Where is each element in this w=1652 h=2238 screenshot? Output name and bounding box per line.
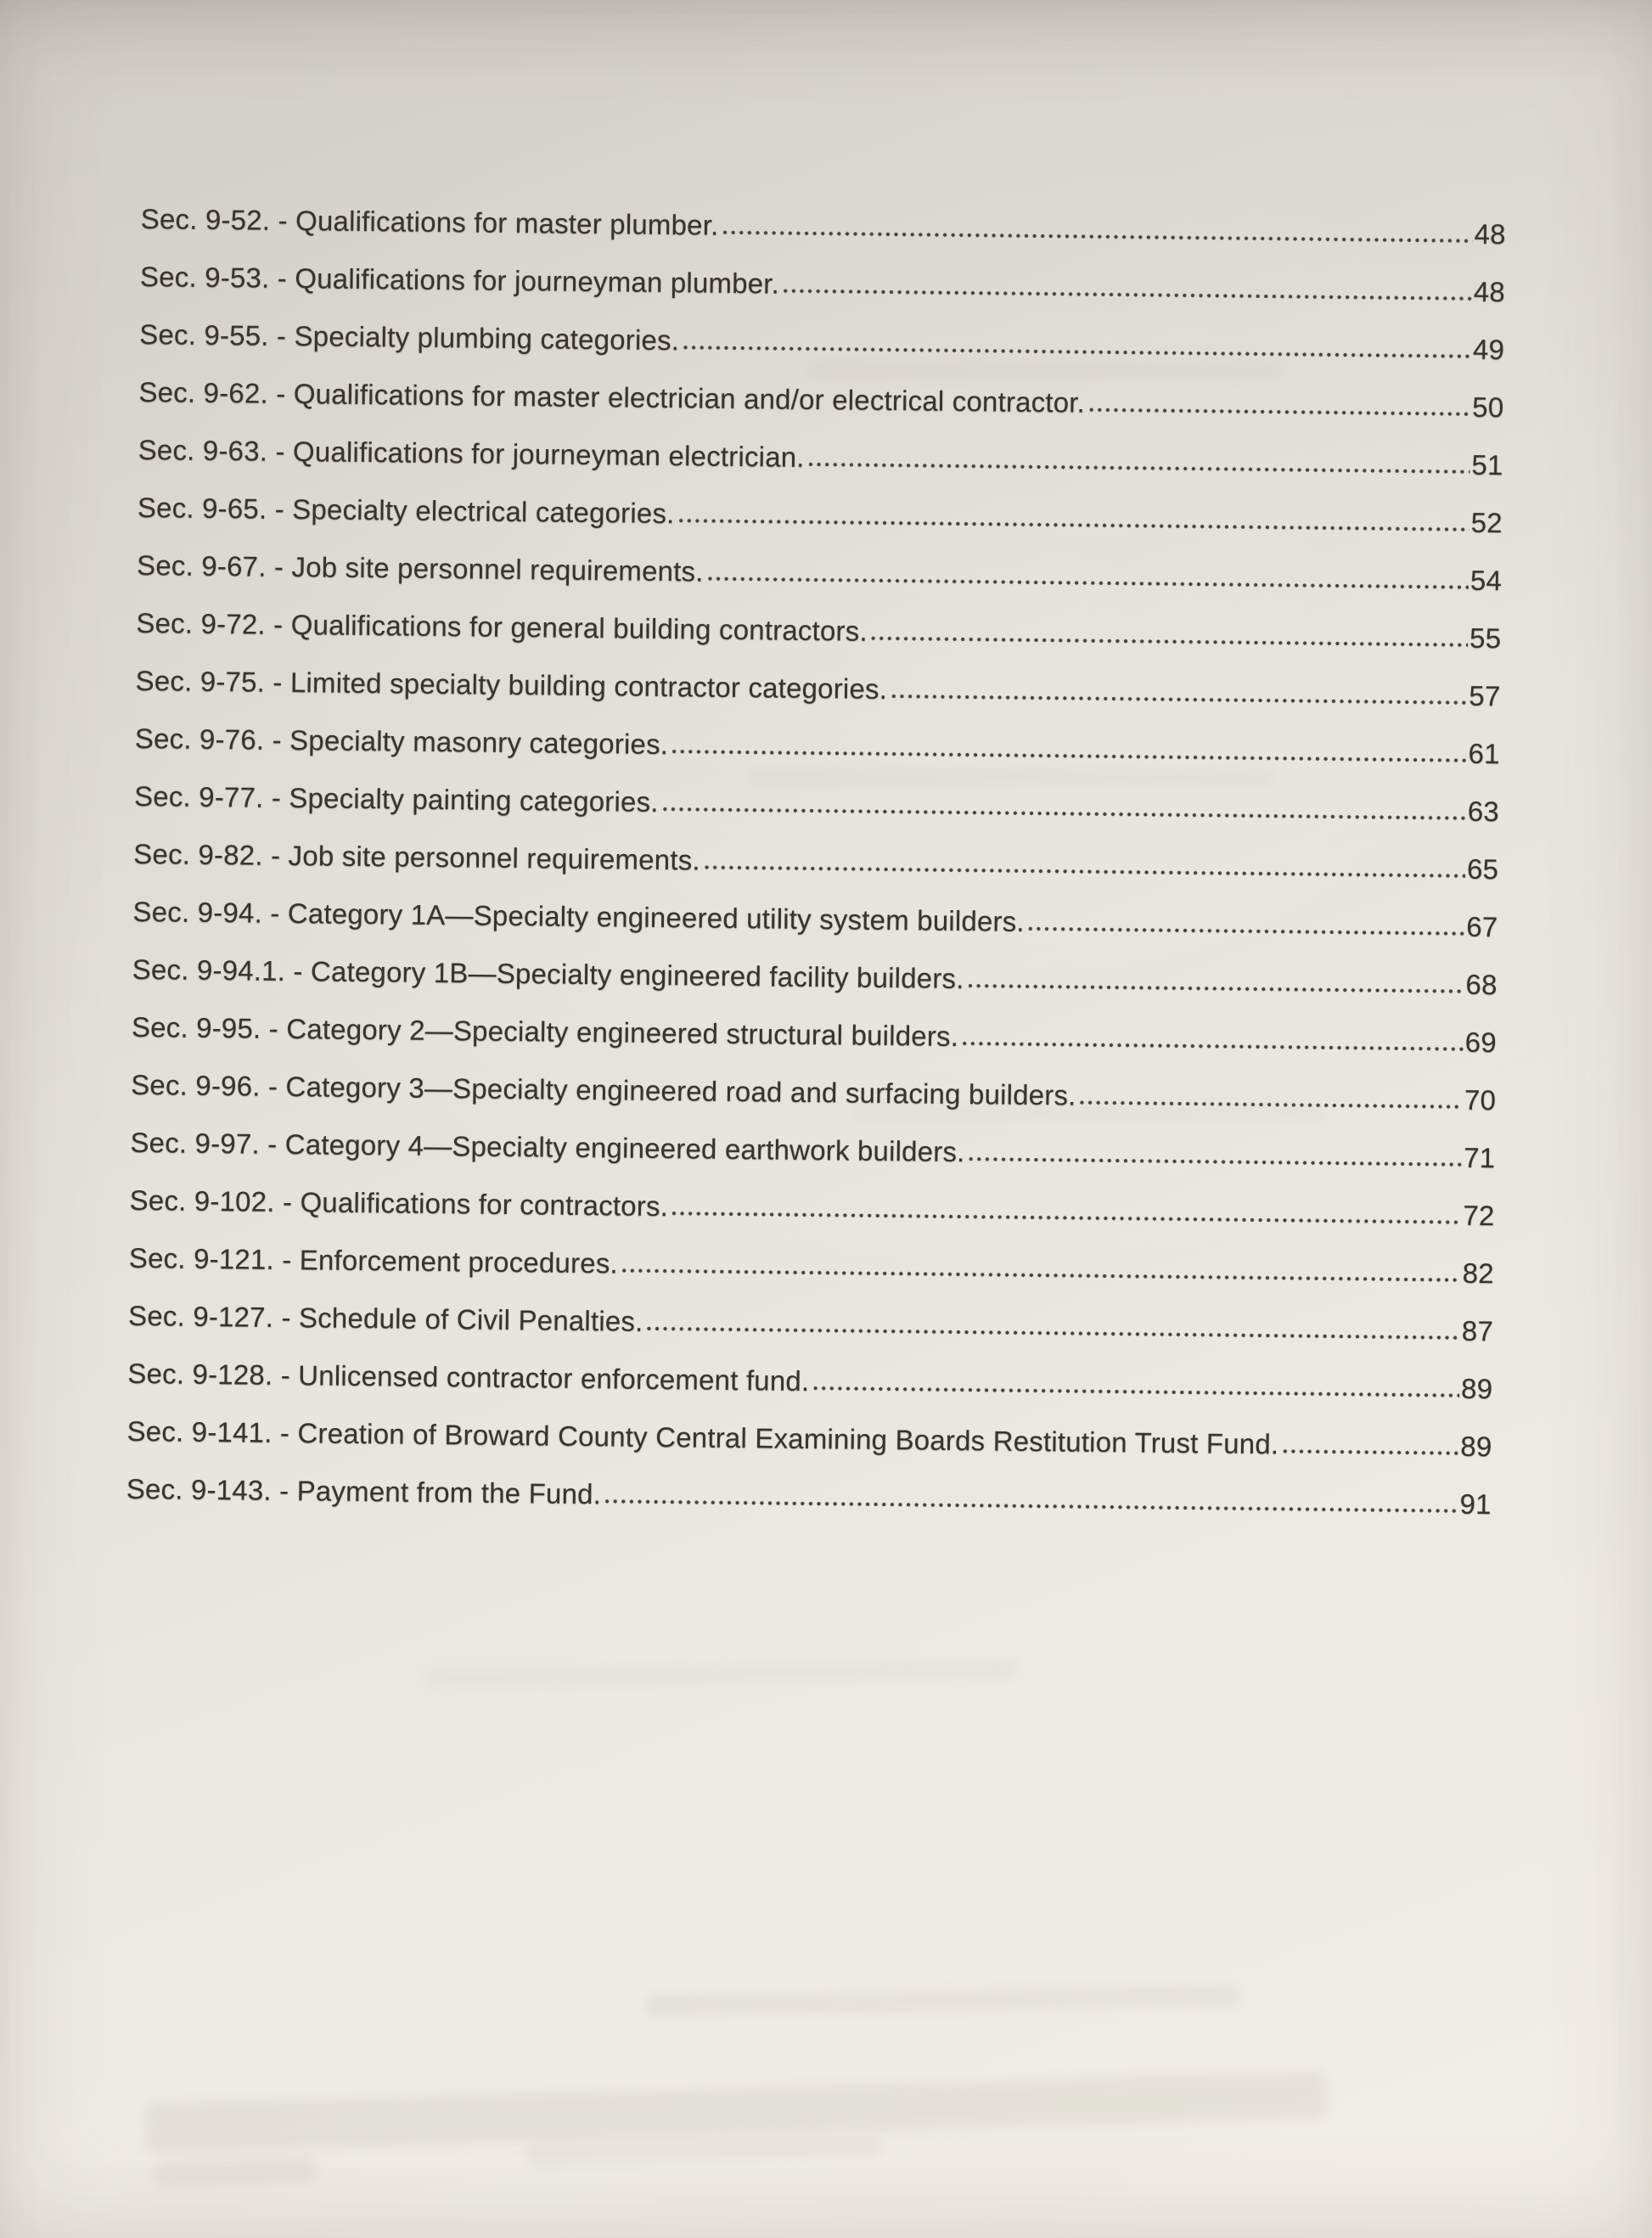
toc-list <box>126 204 1506 1547</box>
dot-leader <box>722 228 1472 245</box>
toc-entry-page: 87 <box>1461 1314 1494 1347</box>
toc-entry-label: Sec. 9-121. - Enforcement procedures. <box>128 1241 619 1279</box>
toc-entry-page: 63 <box>1467 795 1500 828</box>
dot-leader <box>813 1384 1459 1400</box>
dot-leader <box>672 747 1467 765</box>
toc-entry <box>127 1358 1492 1404</box>
dot-leader <box>672 1209 1462 1227</box>
bleedthrough-smudge <box>145 2071 1326 2153</box>
bleedthrough-smudge <box>154 2156 316 2189</box>
dot-leader <box>683 343 1471 361</box>
dot-leader <box>678 516 1469 534</box>
dot-leader <box>809 460 1470 476</box>
toc-entry-label: Sec. 9-76. - Specialty masonry categories. <box>134 722 669 761</box>
toc-entry <box>138 492 1503 538</box>
toc-entry-label: Sec. 9-77. - Specialty painting categories. <box>133 779 659 818</box>
toc-entry-page: 65 <box>1466 852 1499 886</box>
toc-entry <box>132 954 1497 1000</box>
toc-entry <box>128 1301 1493 1347</box>
dot-leader <box>1029 925 1465 938</box>
toc-entry-label: Sec. 9-53. - Qualifications for journeyman plumber. <box>139 260 780 300</box>
toc-entry <box>135 666 1500 711</box>
dot-leader <box>605 1497 1458 1515</box>
toc-entry <box>126 1474 1492 1520</box>
toc-entry-label: Sec. 9-62. - Qualifications for master electrician and/or electrical contractor. <box>138 375 1086 419</box>
dot-leader <box>872 634 1468 649</box>
toc-entry-label: Sec. 9-96. - Category 3—Specialty engineered road and surfacing builders. <box>131 1068 1076 1111</box>
toc-entry <box>137 550 1502 596</box>
toc-entry-page: 48 <box>1473 275 1506 308</box>
toc-entry-label: Sec. 9-94. - Category 1A—Specialty engineered utility system builders. <box>132 895 1025 937</box>
toc-entry <box>140 261 1505 307</box>
toc-entry <box>132 1012 1497 1058</box>
dot-leader <box>1283 1447 1458 1457</box>
toc-entry-label: Sec. 9-97. - Category 4—Specialty engineered earthwork builders. <box>130 1126 965 1168</box>
toc-entry-label: Sec. 9-102. - Qualifications for contractors. <box>129 1184 669 1223</box>
toc-entry-label: Sec. 9-141. - Creation of Broward County Central Examining Boards Restitution Trust Fund. <box>126 1414 1279 1460</box>
dot-leader <box>784 287 1472 303</box>
toc-entry-page: 57 <box>1469 679 1501 712</box>
toc-entry-page: 61 <box>1468 737 1500 770</box>
toc-entry-page: 89 <box>1460 1372 1493 1405</box>
toc-entry-page: 50 <box>1472 391 1504 424</box>
toc-entry-label: Sec. 9-65. - Specialty electrical categories. <box>137 491 675 530</box>
toc-entry <box>126 1416 1492 1462</box>
dot-leader <box>1089 406 1470 419</box>
toc-entry <box>132 897 1497 942</box>
toc-entry-page: 52 <box>1470 506 1503 539</box>
toc-entry <box>138 435 1503 481</box>
toc-entry <box>129 1185 1494 1231</box>
toc-entry-label: Sec. 9-67. - Job site personnel requirements. <box>136 548 704 588</box>
toc-entry <box>141 204 1506 250</box>
dot-leader <box>968 981 1464 996</box>
toc-entry <box>133 839 1498 885</box>
dot-leader <box>891 692 1467 707</box>
toc-entry-label: Sec. 9-127. - Schedule of Civil Penalties. <box>127 1299 643 1337</box>
toc-entry-page: 67 <box>1466 910 1498 943</box>
dot-leader <box>647 1324 1460 1342</box>
toc-entry-label: Sec. 9-63. - Qualifications for journeyman electrician. <box>138 433 805 473</box>
dot-leader <box>969 1155 1462 1169</box>
bleedthrough-smudge <box>526 2135 883 2165</box>
toc-entry-label: Sec. 9-143. - Payment from the Fund. <box>126 1472 602 1510</box>
bleedthrough-smudge <box>424 1659 1019 1690</box>
toc-entry-page: 72 <box>1463 1199 1495 1232</box>
toc-entry-page: 89 <box>1460 1430 1492 1463</box>
toc-entry-page: 54 <box>1469 564 1503 597</box>
toc-entry <box>130 1127 1495 1173</box>
toc-entry-label: Sec. 9-82. - Job site personnel requirements. <box>133 837 700 876</box>
toc-entry-label: Sec. 9-94.1. - Category 1B—Specialty engineered facility builders. <box>132 953 964 995</box>
dot-leader <box>963 1039 1464 1054</box>
toc-entry-page: 48 <box>1474 217 1506 250</box>
toc-entry-page: 69 <box>1464 1026 1497 1059</box>
toc-entry <box>138 377 1503 423</box>
toc-entry <box>139 319 1504 365</box>
toc-entry <box>135 723 1500 769</box>
dot-leader <box>663 805 1466 823</box>
dot-leader <box>707 575 1468 592</box>
toc-entry <box>131 1070 1496 1116</box>
toc-entry-page: 49 <box>1472 333 1505 366</box>
toc-entry-label: Sec. 9-52. - Qualifications for master plumber. <box>140 203 719 241</box>
dot-leader <box>1080 1099 1463 1111</box>
toc-entry-label: Sec. 9-55. - Specialty plumbing categories. <box>139 318 680 357</box>
toc-entry-label: Sec. 9-95. - Category 2—Specialty engineered structural builders. <box>131 1010 959 1052</box>
toc-entry-page: 71 <box>1464 1141 1496 1174</box>
toc-entry-label: Sec. 9-75. - Limited specialty building contractor categories. <box>135 664 888 706</box>
toc-entry-page: 51 <box>1471 448 1503 481</box>
dot-leader <box>622 1267 1461 1285</box>
toc-entry-page: 68 <box>1465 968 1497 1001</box>
toc-entry-label: Sec. 9-72. - Qualifications for general building contractors. <box>136 606 868 647</box>
toc-entry-page: 82 <box>1462 1257 1495 1290</box>
toc-entry-page: 70 <box>1464 1083 1497 1116</box>
bleedthrough-smudge <box>645 1985 1239 2017</box>
toc-entry-page: 91 <box>1459 1487 1492 1521</box>
toc-entry <box>134 781 1499 827</box>
dot-leader <box>705 863 1465 880</box>
toc-entry <box>136 608 1501 654</box>
toc-entry-page: 55 <box>1469 621 1502 655</box>
toc-entry-label: Sec. 9-128. - Unlicensed contractor enforcement fund. <box>127 1357 810 1397</box>
toc-entry <box>129 1243 1494 1289</box>
